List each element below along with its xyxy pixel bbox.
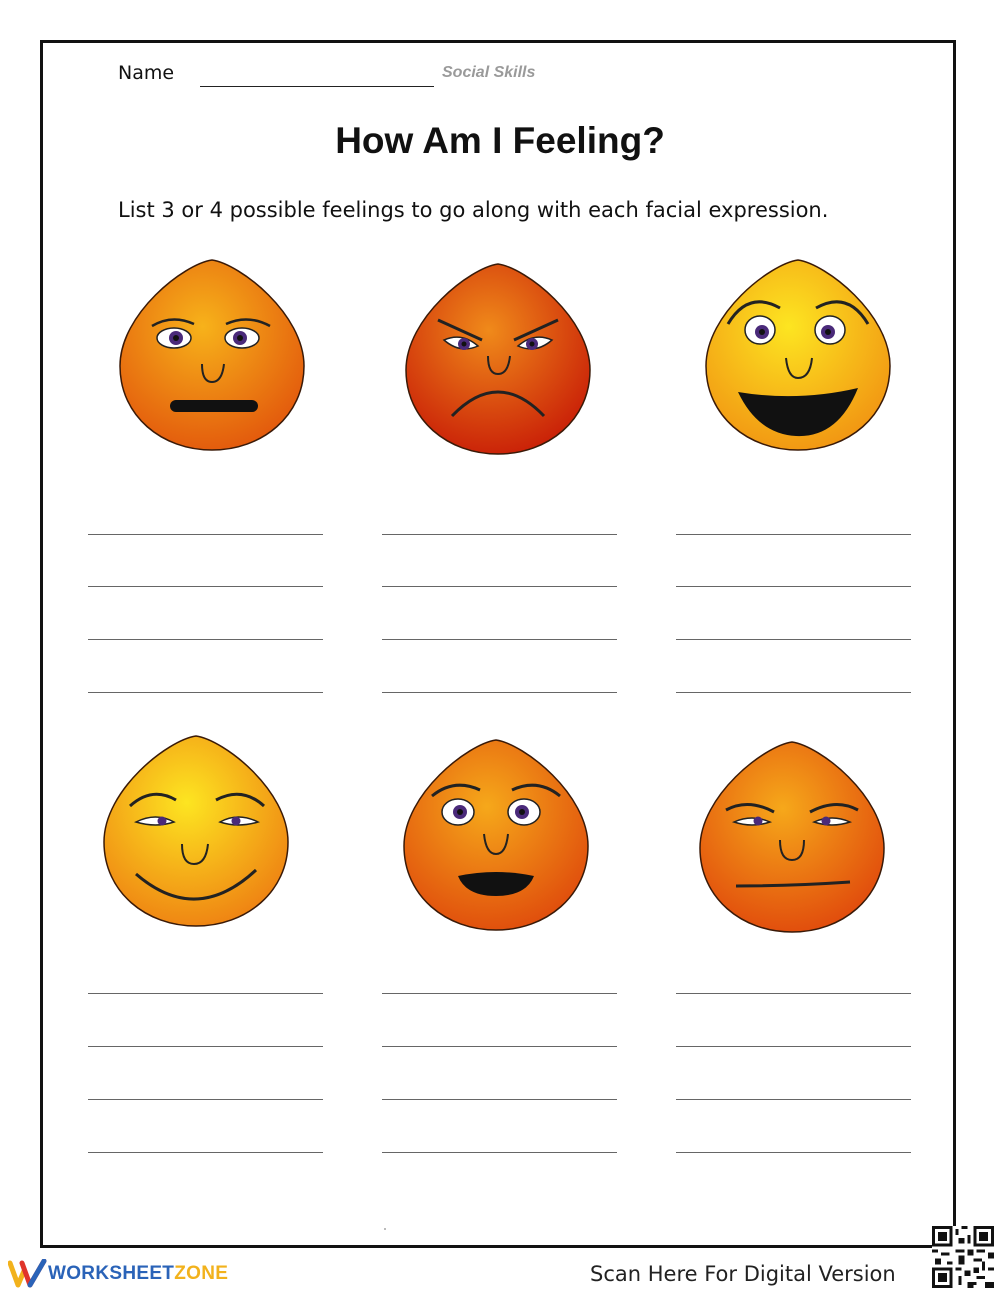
answer-line[interactable]: [88, 692, 323, 693]
brand-name-part1: WORKSHEET: [48, 1263, 175, 1284]
scan-instruction: Scan Here For Digital Version: [590, 1262, 896, 1286]
answer-line[interactable]: [676, 1099, 911, 1100]
w-logo-icon: [8, 1259, 48, 1289]
answer-line[interactable]: [382, 639, 617, 640]
face-happy: [698, 254, 898, 454]
answer-line[interactable]: [88, 1099, 323, 1100]
face-surprised: [396, 734, 596, 934]
answer-line[interactable]: [382, 993, 617, 994]
instructions: List 3 or 4 possible feelings to go along with each facial expression.: [118, 198, 829, 222]
answer-line[interactable]: [676, 534, 911, 535]
brand-name-part2: ZONE: [174, 1263, 229, 1284]
answer-line[interactable]: [676, 692, 911, 693]
face-angry: [398, 258, 598, 458]
answer-line[interactable]: [676, 586, 911, 587]
answer-line[interactable]: [676, 639, 911, 640]
qr-code-icon[interactable]: [932, 1226, 994, 1288]
answer-line[interactable]: [676, 1046, 911, 1047]
answer-line[interactable]: [382, 1099, 617, 1100]
face-content: [96, 730, 296, 930]
stray-mark: [384, 1228, 386, 1230]
answer-line[interactable]: [382, 692, 617, 693]
subject-label: Social Skills: [442, 64, 536, 81]
answer-line[interactable]: [88, 534, 323, 535]
face-neutral: [112, 254, 312, 454]
answer-line[interactable]: [382, 1152, 617, 1153]
answer-line[interactable]: [676, 1152, 911, 1153]
name-label: Name: [118, 62, 175, 84]
answer-line[interactable]: [88, 993, 323, 994]
answer-line[interactable]: [88, 1046, 323, 1047]
answer-line[interactable]: [676, 993, 911, 994]
face-suspicious: [692, 736, 892, 936]
answer-line[interactable]: [382, 586, 617, 587]
worksheet-zone-logo[interactable]: [8, 1258, 228, 1290]
answer-line[interactable]: [382, 1046, 617, 1047]
answer-line[interactable]: [88, 586, 323, 587]
name-field-line[interactable]: [200, 86, 434, 87]
answer-line[interactable]: [382, 534, 617, 535]
answer-line[interactable]: [88, 639, 323, 640]
answer-line[interactable]: [88, 1152, 323, 1153]
page-title: How Am I Feeling?: [335, 120, 665, 161]
